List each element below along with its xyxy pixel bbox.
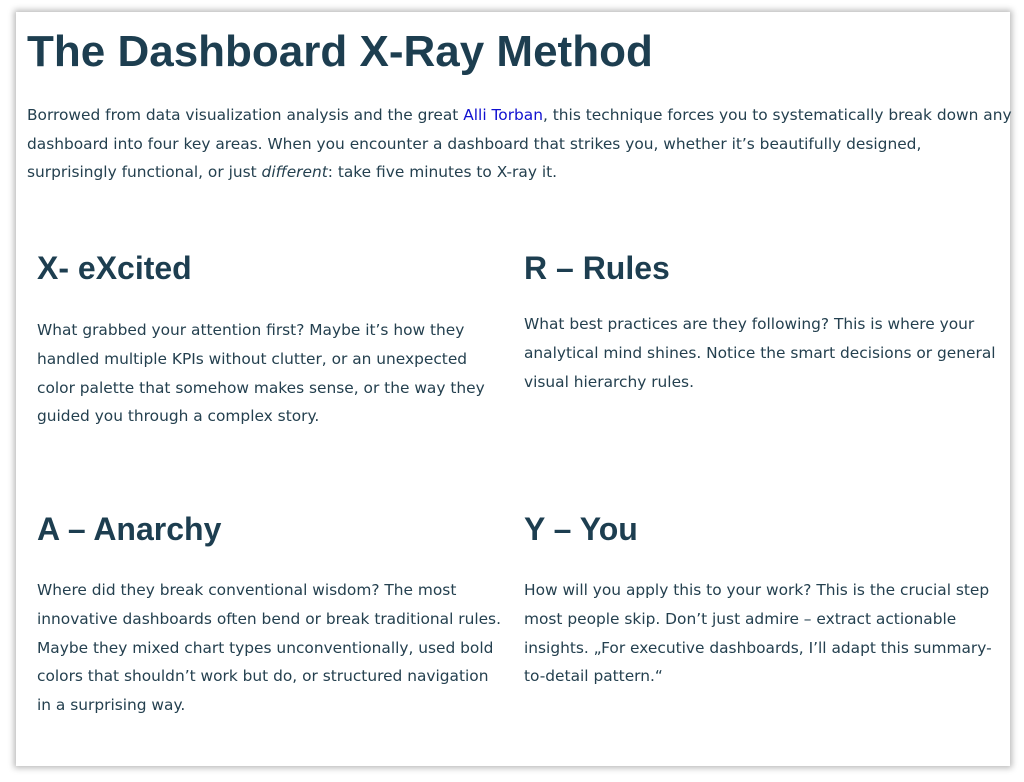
section-heading-rules: R – Rules	[524, 250, 670, 286]
section-heading-anarchy: A – Anarchy	[37, 511, 222, 547]
section-heading-you: Y – You	[524, 511, 638, 547]
intro-emphasis: different	[261, 163, 328, 181]
intro-text-middle: , this technique forces you to systematically break down any dashboard into four key areas. When you encounter a dashboard that strikes you, whether it’s beautifully designed, surprisingly functional, or just	[27, 106, 1012, 181]
intro-text-start: Borrowed from data visualization analysis and the great	[27, 106, 464, 124]
section-body-anarchy: Where did they break conventional wisdom? The most innovative dashboards often bend or break traditional rules. Maybe they mixed chart types unconventionally, used bold colors that shouldn’t work but do, or structured navigation in a surprising way.	[37, 581, 501, 715]
article-card	[16, 12, 1010, 766]
section-body-you: How will you apply this to your work? This is the crucial step most people skip. Don’t just admire – extract actionable insights. „For executive dashboards, I’ll adapt this summary-to-detail pattern.“	[524, 581, 992, 686]
intro-text-end: : take five minutes to X-ray it.	[327, 163, 558, 181]
intro-paragraph	[27, 101, 1012, 187]
section-body-rules: What best practices are they following? This is where your analytical mind shines. Notice the smart decisions or general visual hierarchy rules.	[524, 315, 996, 391]
section-heading-excited: X- eXcited	[37, 250, 192, 286]
section-body-excited: What grabbed your attention first? Maybe it’s how they handled multiple KPIs without clutter, or an unexpected color palette that somehow makes sense, or the way they guided you through a complex story.	[37, 321, 485, 426]
alli-torban-link[interactable]: Alli Torban	[463, 106, 543, 124]
page-title: The Dashboard X-Ray Method	[27, 27, 653, 76]
